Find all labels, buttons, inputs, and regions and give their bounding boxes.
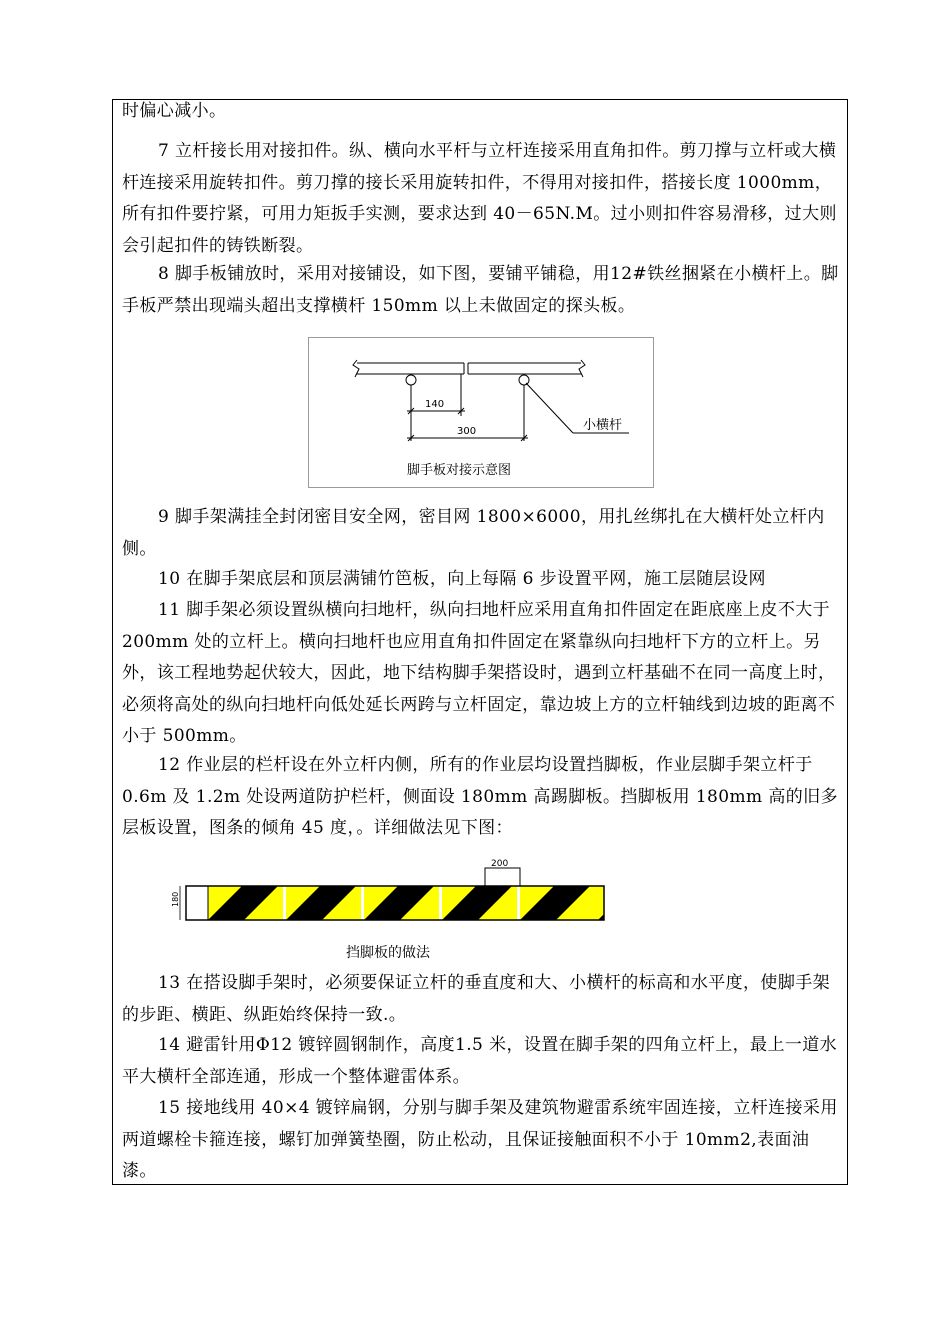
figure1-caption: 脚手板对接示意图	[407, 463, 512, 478]
dim-140-label: 140	[425, 399, 445, 410]
toe-board-figure	[166, 852, 616, 930]
width-label: 200	[491, 859, 509, 869]
paragraph-8: 8 脚手板铺放时，采用对接铺设，如下图，要铺平铺稳，用12#铁丝捆紧在小横杆上。脚手板严禁出现端头超出支撑横杆 150mm 以上未做固定的探头板。	[122, 264, 839, 316]
cross-bar-circle-left	[406, 375, 416, 385]
paragraph-10: 10 在脚手架底层和顶层满铺竹笆板，向上每隔 6 步设置平网，施工层随层设网	[158, 569, 766, 589]
paragraph-13: 13 在搭设脚手架时，必须要保证立杆的垂直度和大、小横杆的标高和水平度，使脚手架的步距、横距、纵距始终保持一致.。	[122, 973, 831, 1025]
paragraph-15: 15 接地线用 40×4 镀锌扁钢，分别与脚手架及建筑物避雷系统牢固连接，立杆连接采用两道螺栓卡箍连接，螺钉加弹簧垫圈，防止松动，且保证接触面积不小于 10mm2,表面油漆。	[122, 1098, 838, 1181]
paragraph-9: 9 脚手架满挂全封闭密目安全网，密目网 1800×6000，用扎丝绑扎在大横杆处立杆内侧。	[122, 507, 825, 559]
paragraph-continuation: 时偏心减小。	[122, 101, 227, 121]
paragraph-14: 14 避雷针用Φ12 镀锌圆钢制作，高度1.5 米，设置在脚手架的四角立杆上，最上一道水平大横杆全部连通，形成一个整体避雷体系。	[122, 1035, 838, 1087]
plank-joint-figure	[308, 337, 654, 488]
paragraph-7: 7 立杆接长用对接扣件。纵、横向水平杆与立杆连接采用直角扣件。剪刀撑与立杆或大横杆连接采用旋转扣件。剪刀撑的接长采用旋转扣件，不得用对接扣件，搭接长度 1000mm，所有扣件要拧紧，可用力矩扳手实测，要求达到 40－65N.M。过小则扣件容易滑移，过大则会引起扣件的铸铁断裂。	[122, 141, 837, 256]
paragraph-11: 11 脚手架必须设置纵横向扫地杆，纵向扫地杆应采用直角扣件固定在距底座上皮不大于 200mm 处的立杆上。横向扫地杆也应用直角扣件固定在紧靠纵向扫地杆下方的立杆上。另外，该工程地势起伏较大，因此，地下结构脚手架搭设时，遇到立杆基础不在同一高度上时，必须将高处的纵向扫地杆向低处延长两跨与立杆固定，靠边坡上方的立杆轴线到边坡的距离不小于 500mm。	[122, 600, 836, 746]
paragraph-12: 12 作业层的栏杆设在外立杆内侧，所有的作业层均设置挡脚板，作业层脚手架立杆于 0.6m 及 1.2m 处设两道防护栏杆，侧面设 180mm 高踢脚板。挡脚板用 180mm 高的旧多层板设置，图条的倾角 45 度，。详细做法见下图：	[122, 755, 838, 838]
cross-bar-callout: 小横杆	[583, 418, 623, 433]
figure2-caption: 挡脚板的做法	[346, 945, 430, 961]
cross-bar-circle-right	[519, 375, 529, 385]
height-label: 180	[171, 891, 180, 907]
dim-300-label: 300	[457, 426, 477, 437]
